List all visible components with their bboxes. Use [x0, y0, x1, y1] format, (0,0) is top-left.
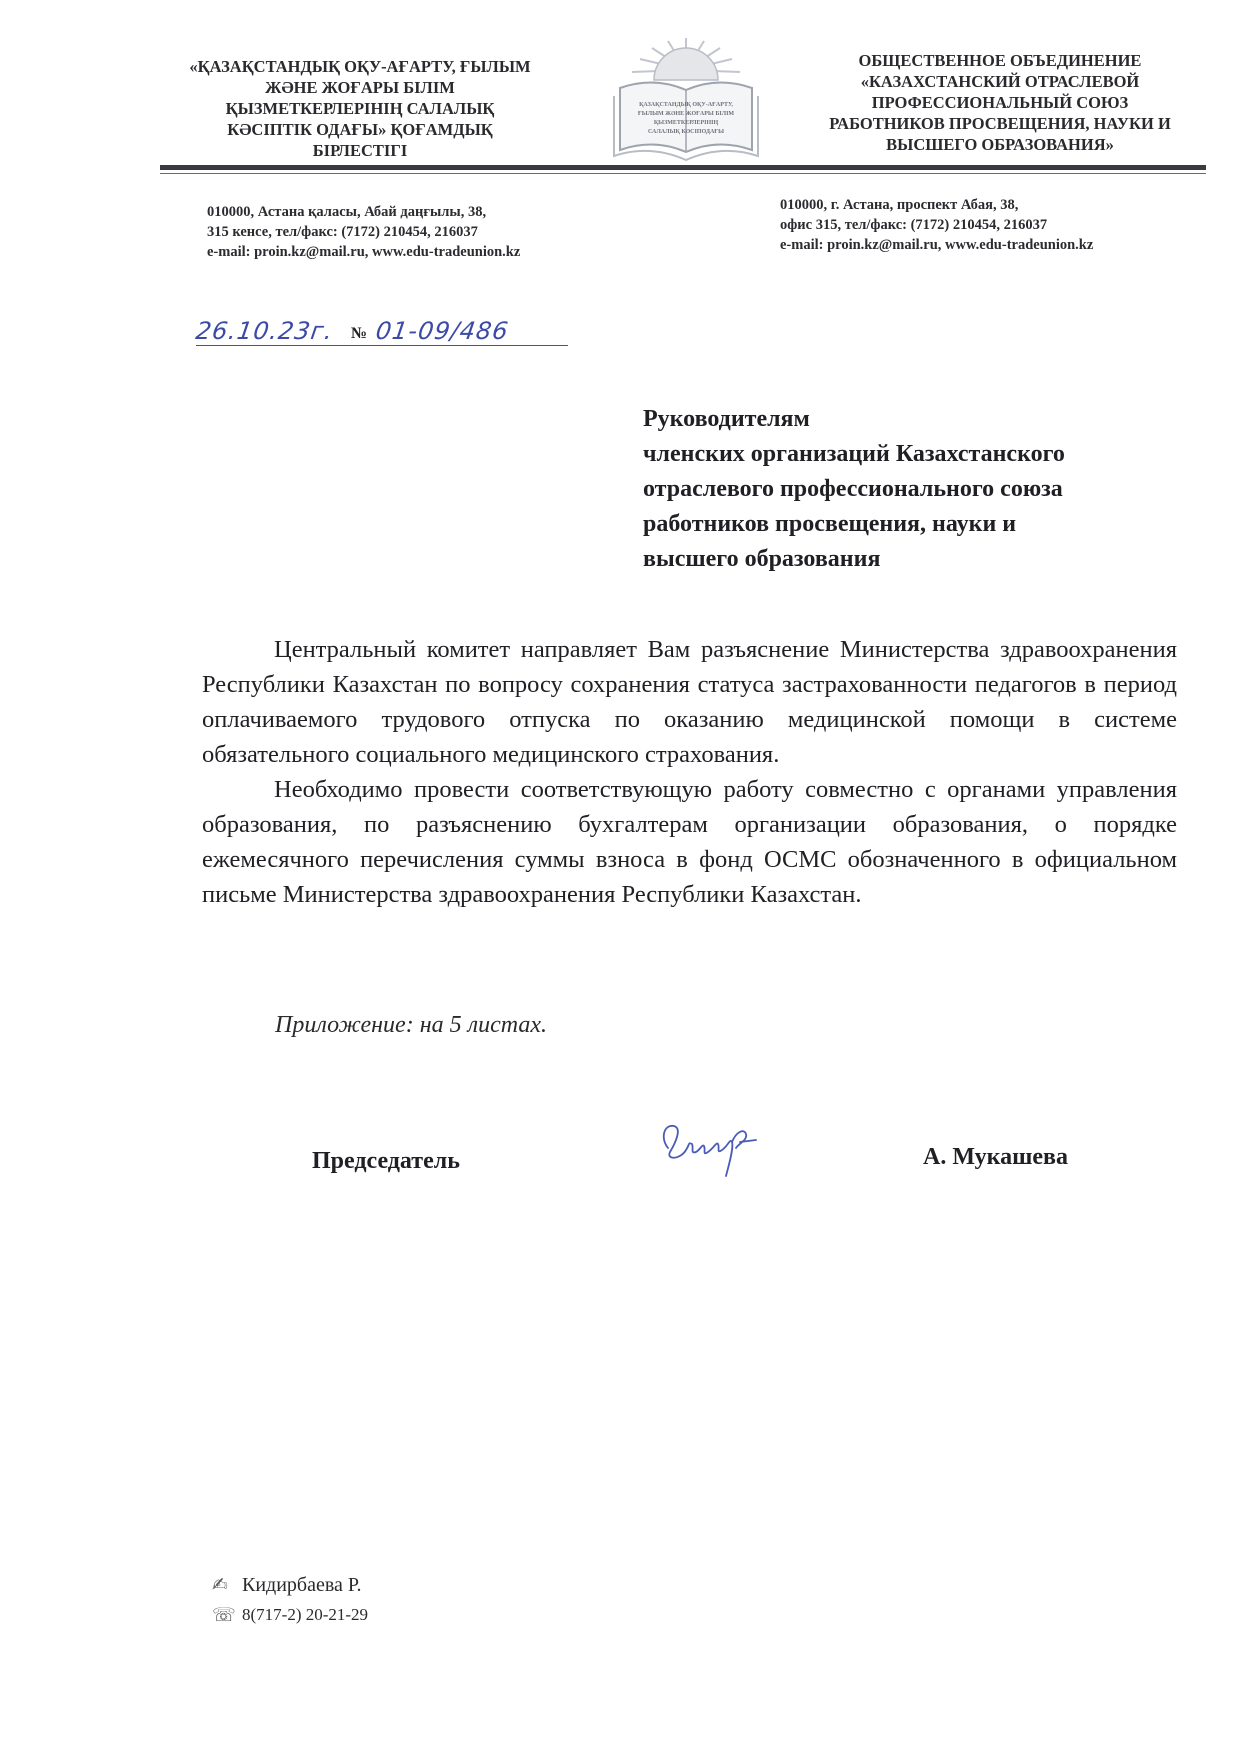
signatory-name: А. Мукашева: [923, 1144, 1069, 1170]
header-russian-line: ВЫСШЕГО ОБРАЗОВАНИЯ»: [886, 135, 1114, 154]
executor-phone: 8(717-2) 20-21-29: [242, 1605, 369, 1624]
addressee-line: высшего образования: [643, 546, 881, 572]
telephone-icon: ☏: [212, 1604, 236, 1626]
appendix-note: Приложение: на 5 листах.: [275, 1012, 548, 1038]
logo-text-line: САЛАЛЫҚ КӘСІПОДАҒЫ: [647, 129, 725, 135]
executor-block: [212, 1570, 368, 1630]
address-line: e-mail: proin.kz@mail.ru, www.edu-tradeunion.kz: [780, 237, 1094, 253]
addressee-line: работников просвещения, науки и: [643, 511, 1017, 537]
registration-number-label: №: [351, 325, 368, 342]
logo-text-line: ҚАЗАҚСТАНДЫҚ ОҚУ-АҒАРТУ,: [639, 102, 733, 108]
address-line: 010000, Астана қаласы, Абай даңғылы, 38,: [207, 204, 487, 220]
registration-line: [196, 314, 568, 346]
header-kazakh-line: «ҚАЗАҚСТАНДЫҚ ОҚУ-АҒАРТУ, ҒЫЛЫМ: [189, 57, 531, 76]
header-kazakh-org-name: [150, 56, 570, 161]
executor-phone-row: [212, 1600, 368, 1630]
header-russian-line: ПРОФЕССИОНАЛЬНЫЙ СОЮЗ: [871, 93, 1129, 112]
header-russian-line: ОБЩЕСТВЕННОЕ ОБЪЕДИНЕНИЕ: [858, 51, 1142, 70]
union-logo-icon: [606, 32, 766, 172]
address-russian: [780, 195, 1093, 255]
header-russian-line: «КАЗАХСТАНСКИЙ ОТРАСЛЕВОЙ: [860, 72, 1140, 91]
addressee-line: Руководителям: [643, 406, 810, 432]
logo-text-line: ҚЫЗМЕТКЕРЛЕРІНІҢ: [653, 120, 719, 126]
writing-hand-icon: ✍: [212, 1574, 228, 1596]
logo-text-line: ҒЫЛЫМ ЖӘНЕ ЖОҒАРЫ БІЛІМ: [637, 111, 735, 117]
header-kazakh-line: БІРЛЕСТІГІ: [312, 141, 408, 160]
address-line: офис 315, тел/факс: (7172) 210454, 216037: [780, 217, 1048, 233]
header-russian-line: РАБОТНИКОВ ПРОСВЕЩЕНИЯ, НАУКИ И: [829, 114, 1171, 133]
address-line: 315 кенсе, тел/факс: (7172) 210454, 216037: [207, 224, 478, 240]
body-paragraph: Необходимо провести соответствующую работу совместно с органами управления образования, по разъяснению бухгалтерам организации образования, о порядке ежемесячного перечисления суммы взноса в фонд ОСМС обозначенного в официальном письме Министерства здравоохранения Республики Казахстан.: [202, 776, 1177, 908]
addressee-line: членских организаций Казахстанского: [643, 441, 1065, 467]
registration-underline: [196, 345, 568, 346]
header-divider-thin: [160, 173, 1206, 174]
header-russian-org-name: [800, 50, 1200, 155]
signatory-title: Председатель: [312, 1148, 460, 1174]
address-kazakh: [207, 202, 520, 262]
header-kazakh-line: ЖӘНЕ ЖОҒАРЫ БІЛІМ: [265, 78, 455, 97]
address-line: e-mail: proin.kz@mail.ru, www.edu-tradeunion.kz: [207, 244, 521, 260]
header-kazakh-line: КӘСІПТІК ОДАҒЫ» ҚОҒАМДЫҚ: [227, 120, 493, 139]
addressee-block: [643, 402, 1183, 577]
handwritten-signature-icon: [640, 1108, 790, 1178]
executor-name-row: [212, 1570, 368, 1600]
address-line: 010000, г. Астана, проспект Абая, 38,: [780, 197, 1019, 213]
body-paragraph: Центральный комитет направляет Вам разъяснение Министерства здравоохранения Республики Казахстан по вопросу сохранения статуса застрахованности педагогов в период оплачиваемого трудового отпуска по оказанию медицинской помощи в системе обязательного социального медицинского страхования.: [202, 636, 1177, 768]
executor-name: Кидирбаева Р.: [242, 1574, 362, 1596]
header-kazakh-line: ҚЫЗМЕТКЕРЛЕРІНІҢ САЛАЛЫҚ: [225, 99, 495, 118]
addressee-line: отраслевого профессионального союза: [643, 476, 1063, 502]
header-divider-thick: [160, 165, 1206, 170]
registration-number: 01-09/486: [374, 317, 511, 345]
registration-date: 26.10.23г.: [194, 317, 336, 345]
letter-body: [202, 632, 1177, 912]
